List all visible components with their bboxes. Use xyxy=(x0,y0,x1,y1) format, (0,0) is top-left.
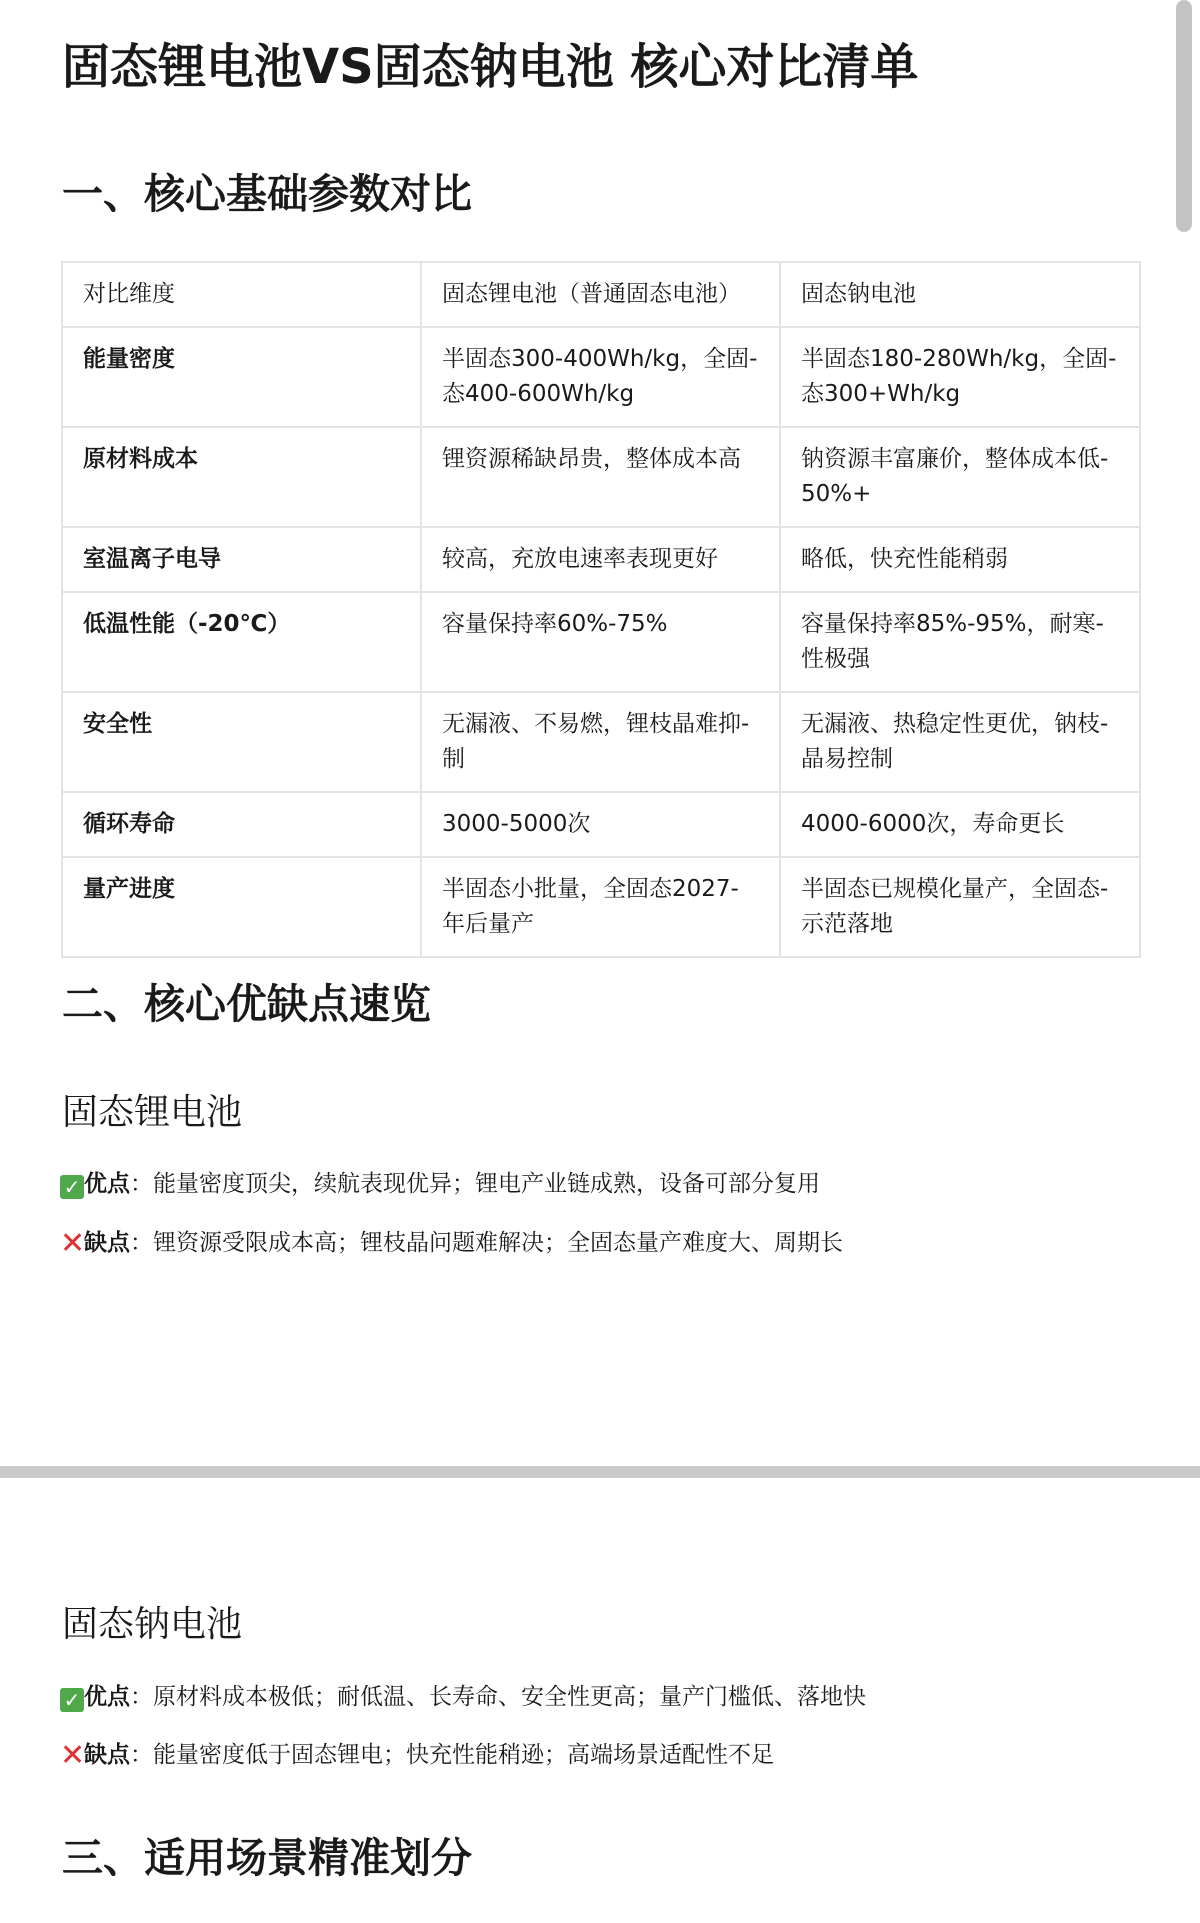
section-heading-scenarios: 三、适用场景精准划分 xyxy=(62,1834,472,1882)
table-cell-sodium: 半固态180-280Wh/kg，全固-态300+Wh/kg xyxy=(780,327,1140,427)
table-row xyxy=(62,527,1140,592)
table-cell-dimension: 室温离子电导 xyxy=(62,527,421,592)
pros-text: ：原材料成本极低；耐低温、长寿命、安全性更高；量产门槛低、落地快 xyxy=(130,1684,866,1710)
table-row xyxy=(62,857,1140,957)
table-header-row xyxy=(62,262,1140,327)
table-cell-sodium: 半固态已规模化量产，全固态-示范落地 xyxy=(780,857,1140,957)
section-heading-params: 一、核心基础参数对比 xyxy=(62,170,472,218)
cons-text: ：锂资源受限成本高；锂枝晶问题难解决；全固态量产难度大、周期长 xyxy=(130,1230,843,1256)
table-cell-dimension: 能量密度 xyxy=(62,327,421,427)
sodium-cons xyxy=(60,1739,774,1771)
scrollbar-thumb[interactable] xyxy=(1176,0,1192,232)
table-row xyxy=(62,692,1140,792)
table-cell-lithium: 3000-5000次 xyxy=(421,792,780,857)
page-lower xyxy=(0,1478,1200,1923)
table-header-cell: 固态钠电池 xyxy=(780,262,1140,327)
lithium-pros xyxy=(60,1168,820,1200)
check-mark-icon: ✓ xyxy=(60,1688,84,1712)
table-cell-sodium: 容量保持率85%-95%，耐寒-性极强 xyxy=(780,592,1140,692)
table-header-cell: 对比维度 xyxy=(62,262,421,327)
subheading-lithium: 固态锂电池 xyxy=(62,1092,243,1133)
pros-label: 优点 xyxy=(84,1684,130,1710)
sodium-pros xyxy=(60,1681,866,1713)
table-cell-dimension: 循环寿命 xyxy=(62,792,421,857)
table-row xyxy=(62,792,1140,857)
table-cell-lithium: 容量保持率60%-75% xyxy=(421,592,780,692)
cross-mark-icon: ✕ xyxy=(60,1738,86,1773)
lithium-cons xyxy=(60,1227,843,1259)
table-cell-lithium: 半固态小批量，全固态2027-年后量产 xyxy=(421,857,780,957)
comparison-table xyxy=(61,261,1141,958)
page-divider xyxy=(0,1466,1200,1478)
table-cell-sodium: 无漏液、热稳定性更优，钠枝-晶易控制 xyxy=(780,692,1140,792)
table-row xyxy=(62,427,1140,527)
cross-mark-icon: ✕ xyxy=(60,1226,86,1261)
cons-text: ：能量密度低于固态锂电；快充性能稍逊；高端场景适配性不足 xyxy=(130,1742,774,1768)
pros-label: 优点 xyxy=(84,1171,130,1197)
table-cell-sodium: 钠资源丰富廉价，整体成本低-50%+ xyxy=(780,427,1140,527)
table-cell-dimension: 原材料成本 xyxy=(62,427,421,527)
pros-text: ：能量密度顶尖，续航表现优异；锂电产业链成熟，设备可部分复用 xyxy=(130,1171,820,1197)
table-row xyxy=(62,327,1140,427)
cons-label: 缺点 xyxy=(84,1230,130,1256)
table-cell-lithium: 无漏液、不易燃，锂枝晶难抑-制 xyxy=(421,692,780,792)
table-cell-dimension: 量产进度 xyxy=(62,857,421,957)
table-row xyxy=(62,592,1140,692)
table-header-cell: 固态锂电池（普通固态电池） xyxy=(421,262,780,327)
table-cell-dimension: 安全性 xyxy=(62,692,421,792)
table-cell-dimension: 低温性能（-20℃） xyxy=(62,592,421,692)
table-cell-lithium: 较高，充放电速率表现更好 xyxy=(421,527,780,592)
page-title: 固态锂电池VS固态钠电池 核心对比清单 xyxy=(62,39,919,95)
table-cell-lithium: 半固态300-400Wh/kg，全固-态400-600Wh/kg xyxy=(421,327,780,427)
check-mark-icon: ✓ xyxy=(60,1175,84,1199)
table-cell-sodium: 略低，快充性能稍弱 xyxy=(780,527,1140,592)
subheading-sodium: 固态钠电池 xyxy=(62,1604,243,1645)
section-heading-pros-cons: 二、核心优缺点速览 xyxy=(62,980,431,1028)
table-cell-sodium: 4000-6000次，寿命更长 xyxy=(780,792,1140,857)
table-cell-lithium: 锂资源稀缺昂贵，整体成本高 xyxy=(421,427,780,527)
cons-label: 缺点 xyxy=(84,1742,130,1768)
